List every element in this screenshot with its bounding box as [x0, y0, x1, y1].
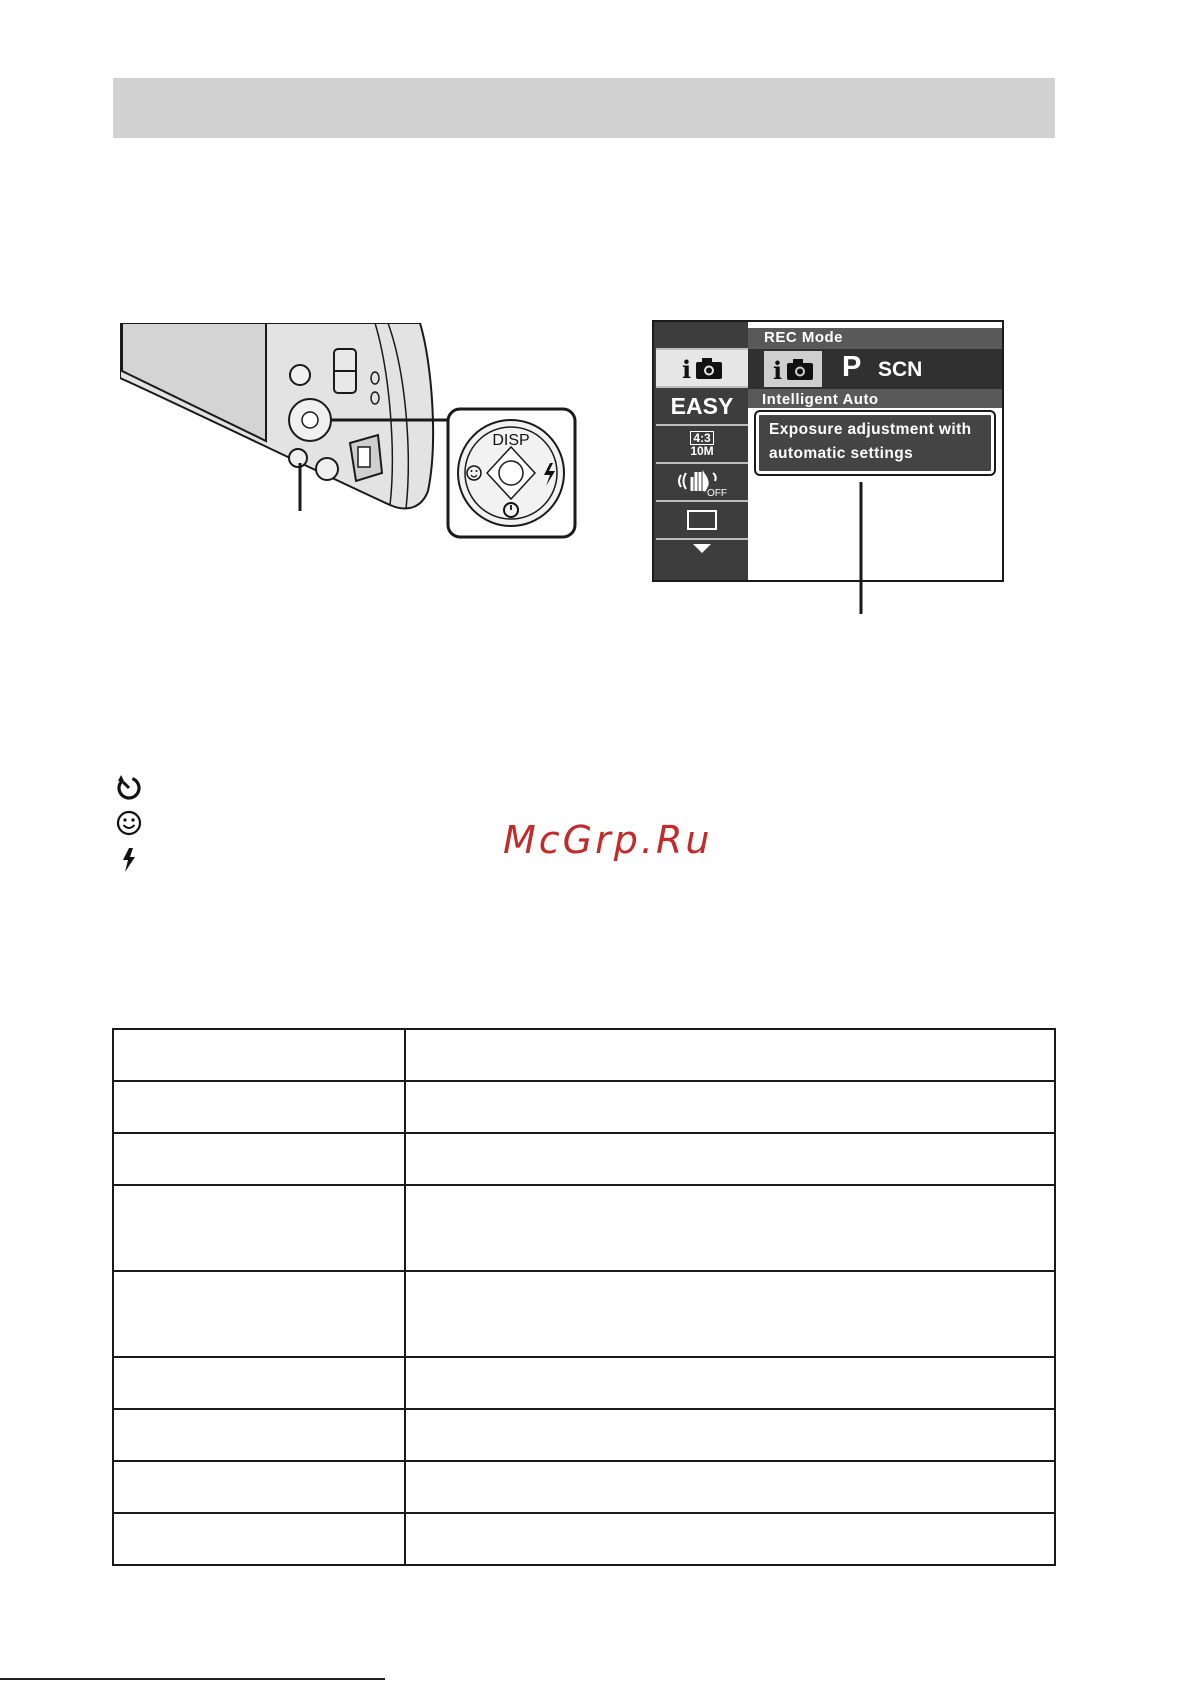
- i-camera-icon: [771, 355, 815, 383]
- mode-description-tooltip: [756, 412, 994, 474]
- description-cell: [405, 1513, 1055, 1565]
- flash-icon: [115, 846, 143, 874]
- selected-mode-name: Intelligent Auto: [762, 391, 879, 408]
- sidebar-item-easy[interactable]: [656, 386, 748, 424]
- mode-cell: [113, 1029, 405, 1081]
- description-cell: [405, 1357, 1055, 1409]
- mode-cell: [113, 1513, 405, 1565]
- table-row: [113, 1185, 1055, 1271]
- description-cell: [405, 1461, 1055, 1513]
- aspect-ratio-label: 4:3: [690, 431, 713, 445]
- tooltip-line-2: automatic settings: [769, 445, 914, 462]
- megapixel-label: 10M: [690, 444, 714, 458]
- table-row: [113, 1409, 1055, 1461]
- table-row: [113, 1271, 1055, 1357]
- mode-option-scene[interactable]: SCN: [878, 358, 923, 381]
- sidebar-item-stabilizer[interactable]: [656, 462, 748, 500]
- mode-cell: [113, 1133, 405, 1185]
- table-row: [113, 1513, 1055, 1565]
- description-cell: [405, 1081, 1055, 1133]
- description-cell: [405, 1409, 1055, 1461]
- description-cell: [405, 1133, 1055, 1185]
- table-row: [113, 1133, 1055, 1185]
- mode-cell: [113, 1409, 405, 1461]
- self-timer-icon: [115, 773, 143, 801]
- svg-text:i: i: [682, 355, 692, 382]
- hand-shake-off-icon: [677, 467, 727, 497]
- sidebar-item-intelligent-auto[interactable]: [656, 348, 748, 386]
- rec-mode-title: REC Mode: [764, 329, 843, 346]
- dpad-disp-label: DISP: [492, 432, 530, 449]
- mode-option-intelligent-auto[interactable]: [764, 351, 822, 387]
- table-row: [113, 1029, 1055, 1081]
- mode-option-program[interactable]: P: [842, 351, 862, 383]
- mode-cell: [113, 1357, 405, 1409]
- image-size-icon: [690, 431, 713, 457]
- sidebar-scroll-down[interactable]: [656, 538, 748, 578]
- section-header-bar: [113, 78, 1055, 138]
- table-row: [113, 1357, 1055, 1409]
- mode-selector-row: [748, 349, 1002, 389]
- description-cell: [405, 1029, 1055, 1081]
- svg-text:i: i: [773, 356, 783, 383]
- single-frame-icon: [687, 510, 717, 530]
- smile-face-icon: [115, 809, 143, 837]
- sidebar-item-image-size[interactable]: [656, 424, 748, 462]
- table-row: [113, 1461, 1055, 1513]
- easy-label: EASY: [670, 392, 734, 419]
- sidebar-item-drive[interactable]: [656, 500, 748, 538]
- description-cell: [405, 1271, 1055, 1357]
- camera-back-illustration: [120, 323, 580, 545]
- rec-mode-menu-screen: [652, 320, 1004, 582]
- mode-cell: [113, 1185, 405, 1271]
- stabilizer-off-label: OFF: [707, 488, 727, 497]
- mode-cell: [113, 1461, 405, 1513]
- description-cell: [405, 1185, 1055, 1271]
- mode-description-table: [112, 1028, 1056, 1566]
- footer-rule: [0, 1678, 385, 1680]
- table-row: [113, 1081, 1055, 1133]
- mode-cell: [113, 1081, 405, 1133]
- watermark: McGrp.Ru: [503, 818, 713, 862]
- menu-sidebar: [654, 322, 748, 580]
- triangle-down-icon: [693, 544, 711, 554]
- mode-cell: [113, 1271, 405, 1357]
- i-camera-icon: [680, 354, 724, 382]
- rec-mode-panel: [748, 328, 1002, 408]
- tooltip-line-1: Exposure adjustment with: [769, 421, 972, 438]
